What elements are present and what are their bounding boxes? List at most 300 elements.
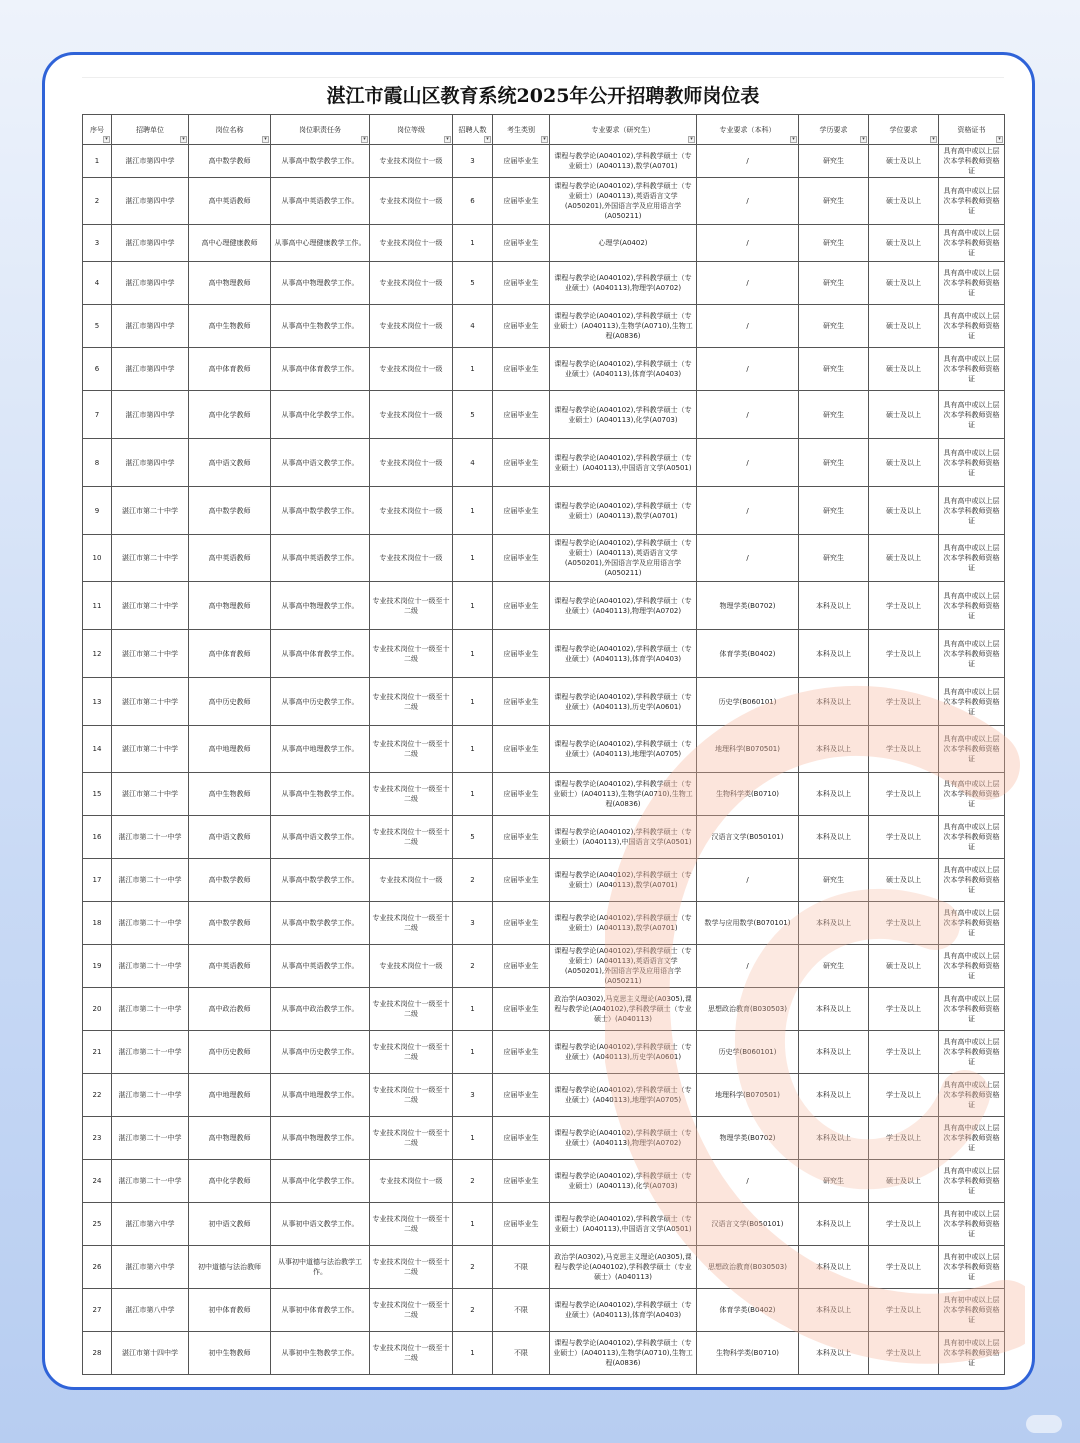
table-cell[interactable]: 从事高中历史教学工作。 (271, 678, 370, 726)
table-cell[interactable]: 应届毕业生 (493, 678, 550, 726)
table-cell[interactable]: 课程与教学论(A040102),学科教学硕士（专业硕士）(A040113),英语语言文学(A050201),外国语言学及应用语言学(A050211) (550, 535, 697, 582)
table-cell[interactable]: 高中化学教师 (189, 1160, 271, 1203)
table-cell[interactable]: 从事高中英语教学工作。 (271, 945, 370, 988)
table-cell[interactable]: 从事高中化学教学工作。 (271, 1160, 370, 1203)
table-cell[interactable]: 思想政治教育(B030503) (697, 1246, 799, 1289)
table-cell[interactable]: 12 (83, 630, 112, 678)
table-cell[interactable]: 2 (453, 1289, 493, 1332)
table-cell[interactable]: 24 (83, 1160, 112, 1203)
table-cell[interactable]: 湛江市第四中学 (112, 348, 189, 391)
table-cell[interactable]: 应届毕业生 (493, 535, 550, 582)
table-cell[interactable]: 湛江市第四中学 (112, 145, 189, 178)
table-cell[interactable]: 专业技术岗位十一级 (370, 945, 453, 988)
table-cell[interactable]: 15 (83, 773, 112, 816)
table-cell[interactable]: 初中道德与法治教师 (189, 1246, 271, 1289)
table-cell[interactable]: 初中生物教师 (189, 1332, 271, 1375)
table-cell[interactable]: 湛江市第二十中学 (112, 678, 189, 726)
table-cell[interactable]: 汉语言文学(B050101) (697, 816, 799, 859)
table-cell[interactable]: 5 (453, 391, 493, 439)
table-cell[interactable]: 研究生 (799, 348, 869, 391)
table-cell[interactable]: 14 (83, 726, 112, 773)
table-cell[interactable]: 具有高中或以上层次本学科教师资格证 (939, 726, 1005, 773)
table-cell[interactable]: 湛江市第六中学 (112, 1203, 189, 1246)
table-cell[interactable]: 课程与教学论(A040102),学科教学硕士（专业硕士）(A040113),数学(A0701) (550, 145, 697, 178)
filter-dropdown-icon[interactable]: ▾ (262, 136, 269, 143)
table-cell[interactable]: 从事高中数学教学工作。 (271, 487, 370, 535)
table-cell[interactable]: 研究生 (799, 145, 869, 178)
column-header[interactable] (370, 115, 453, 145)
table-cell[interactable]: 具有高中或以上层次本学科教师资格证 (939, 487, 1005, 535)
table-cell[interactable]: 从事高中化学教学工作。 (271, 391, 370, 439)
table-cell[interactable]: 具有高中或以上层次本学科教师资格证 (939, 678, 1005, 726)
table-cell[interactable]: 具有高中或以上层次本学科教师资格证 (939, 816, 1005, 859)
table-cell[interactable]: 3 (453, 902, 493, 945)
table-cell[interactable]: 应届毕业生 (493, 145, 550, 178)
table-cell[interactable]: 应届毕业生 (493, 1117, 550, 1160)
table-cell[interactable]: 学士及以上 (869, 816, 939, 859)
column-header[interactable] (112, 115, 189, 145)
table-cell[interactable]: 专业技术岗位十一级 (370, 859, 453, 902)
table-cell[interactable]: 5 (83, 305, 112, 348)
table-cell[interactable]: 学士及以上 (869, 1117, 939, 1160)
table-cell[interactable]: / (697, 145, 799, 178)
table-cell[interactable]: 初中体育教师 (189, 1289, 271, 1332)
table-cell[interactable]: 应届毕业生 (493, 773, 550, 816)
table-cell[interactable]: 专业技术岗位十一级 (370, 487, 453, 535)
table-cell[interactable]: 课程与教学论(A040102),学科教学硕士（专业硕士）(A040113),生物学(A0710),生物工程(A0836) (550, 773, 697, 816)
table-cell[interactable]: 专业技术岗位十一级至十二级 (370, 582, 453, 630)
table-cell[interactable]: 应届毕业生 (493, 816, 550, 859)
table-cell[interactable]: 具有高中或以上层次本学科教师资格证 (939, 145, 1005, 178)
column-header[interactable] (189, 115, 271, 145)
table-cell[interactable]: 1 (453, 348, 493, 391)
table-cell[interactable]: 具有初中或以上层次本学科教师资格证 (939, 1332, 1005, 1375)
table-cell[interactable]: 专业技术岗位十一级 (370, 178, 453, 225)
table-cell[interactable]: 研究生 (799, 945, 869, 988)
table-cell[interactable]: 湛江市第二十中学 (112, 535, 189, 582)
table-cell[interactable]: 19 (83, 945, 112, 988)
table-cell[interactable]: 学士及以上 (869, 1203, 939, 1246)
column-header[interactable] (697, 115, 799, 145)
table-cell[interactable]: 不限 (493, 1332, 550, 1375)
table-cell[interactable]: 生物科学类(B0710) (697, 773, 799, 816)
table-cell[interactable]: 具有高中或以上层次本学科教师资格证 (939, 225, 1005, 262)
table-cell[interactable]: 课程与教学论(A040102),学科教学硕士（专业硕士）(A040113),英语语言文学(A050201),外国语言学及应用语言学(A050211) (550, 178, 697, 225)
table-cell[interactable]: / (697, 262, 799, 305)
table-cell[interactable]: 专业技术岗位十一级至十二级 (370, 1117, 453, 1160)
table-cell[interactable]: 高中数学教师 (189, 145, 271, 178)
table-cell[interactable]: 硕士及以上 (869, 391, 939, 439)
table-cell[interactable]: 6 (83, 348, 112, 391)
table-cell[interactable]: 应届毕业生 (493, 988, 550, 1031)
table-cell[interactable]: 应届毕业生 (493, 1031, 550, 1074)
table-cell[interactable]: 高中生物教师 (189, 773, 271, 816)
table-cell[interactable]: 本科及以上 (799, 726, 869, 773)
table-cell[interactable]: 高中物理教师 (189, 1117, 271, 1160)
table-cell[interactable]: 研究生 (799, 859, 869, 902)
table-cell[interactable]: 湛江市第二十一中学 (112, 1074, 189, 1117)
table-cell[interactable]: 应届毕业生 (493, 391, 550, 439)
table-cell[interactable]: 研究生 (799, 1160, 869, 1203)
table-cell[interactable]: 专业技术岗位十一级 (370, 439, 453, 487)
table-cell[interactable]: 具有高中或以上层次本学科教师资格证 (939, 945, 1005, 988)
table-cell[interactable]: 专业技术岗位十一级 (370, 535, 453, 582)
table-cell[interactable]: 具有高中或以上层次本学科教师资格证 (939, 178, 1005, 225)
table-cell[interactable]: 本科及以上 (799, 1074, 869, 1117)
table-cell[interactable]: 本科及以上 (799, 582, 869, 630)
table-cell[interactable]: 26 (83, 1246, 112, 1289)
table-cell[interactable]: / (697, 178, 799, 225)
table-cell[interactable]: 高中地理教师 (189, 1074, 271, 1117)
table-cell[interactable]: 具有高中或以上层次本学科教师资格证 (939, 773, 1005, 816)
table-cell[interactable]: 从事初中语文教学工作。 (271, 1203, 370, 1246)
table-cell[interactable]: 1 (453, 726, 493, 773)
table-cell[interactable]: 硕士及以上 (869, 859, 939, 902)
table-cell[interactable]: 硕士及以上 (869, 487, 939, 535)
table-cell[interactable]: / (697, 439, 799, 487)
table-cell[interactable]: 专业技术岗位十一级 (370, 348, 453, 391)
table-cell[interactable]: 1 (453, 487, 493, 535)
table-cell[interactable]: 湛江市第四中学 (112, 225, 189, 262)
table-cell[interactable]: 专业技术岗位十一级至十二级 (370, 1203, 453, 1246)
table-cell[interactable]: 学士及以上 (869, 726, 939, 773)
table-cell[interactable]: 从事高中物理教学工作。 (271, 262, 370, 305)
column-header[interactable] (493, 115, 550, 145)
table-cell[interactable]: 9 (83, 487, 112, 535)
table-cell[interactable]: 专业技术岗位十一级至十二级 (370, 773, 453, 816)
filter-dropdown-icon[interactable]: ▾ (860, 136, 867, 143)
table-cell[interactable]: 18 (83, 902, 112, 945)
table-cell[interactable]: 高中数学教师 (189, 902, 271, 945)
table-cell[interactable]: 4 (453, 439, 493, 487)
table-cell[interactable]: 思想政治教育(B030503) (697, 988, 799, 1031)
table-cell[interactable]: 应届毕业生 (493, 225, 550, 262)
table-cell[interactable]: 从事高中语文教学工作。 (271, 816, 370, 859)
table-cell[interactable]: 从事高中体育教学工作。 (271, 348, 370, 391)
table-cell[interactable]: / (697, 535, 799, 582)
table-cell[interactable]: 专业技术岗位十一级 (370, 262, 453, 305)
table-cell[interactable]: / (697, 225, 799, 262)
table-cell[interactable]: 4 (453, 305, 493, 348)
filter-dropdown-icon[interactable]: ▾ (444, 136, 451, 143)
table-cell[interactable]: 本科及以上 (799, 1246, 869, 1289)
table-cell[interactable]: 2 (453, 859, 493, 902)
table-cell[interactable]: 本科及以上 (799, 1332, 869, 1375)
table-cell[interactable]: 应届毕业生 (493, 1160, 550, 1203)
table-cell[interactable]: 历史学(B060101) (697, 1031, 799, 1074)
table-cell[interactable]: 从事高中英语教学工作。 (271, 178, 370, 225)
table-cell[interactable]: 从事高中英语教学工作。 (271, 535, 370, 582)
table-cell[interactable]: 应届毕业生 (493, 945, 550, 988)
table-cell[interactable]: 课程与教学论(A040102),学科教学硕士（专业硕士）(A040113),中国语言文学(A0501) (550, 816, 697, 859)
table-cell[interactable]: 硕士及以上 (869, 535, 939, 582)
table-cell[interactable]: 专业技术岗位十一级至十二级 (370, 1031, 453, 1074)
table-cell[interactable]: 从事高中体育教学工作。 (271, 630, 370, 678)
table-cell[interactable]: 从事高中物理教学工作。 (271, 582, 370, 630)
table-cell[interactable]: 1 (453, 630, 493, 678)
table-cell[interactable]: 具有高中或以上层次本学科教师资格证 (939, 262, 1005, 305)
table-cell[interactable]: 湛江市第二十中学 (112, 630, 189, 678)
table-cell[interactable]: 应届毕业生 (493, 902, 550, 945)
filter-dropdown-icon[interactable]: ▾ (180, 136, 187, 143)
table-cell[interactable]: 湛江市第二十一中学 (112, 1031, 189, 1074)
table-cell[interactable]: 课程与教学论(A040102),学科教学硕士（专业硕士）(A040113),数学(A0701) (550, 487, 697, 535)
table-cell[interactable]: 学士及以上 (869, 678, 939, 726)
table-cell[interactable]: 研究生 (799, 439, 869, 487)
table-cell[interactable]: 具有高中或以上层次本学科教师资格证 (939, 535, 1005, 582)
table-cell[interactable]: 学士及以上 (869, 1031, 939, 1074)
table-cell[interactable]: 1 (453, 225, 493, 262)
table-cell[interactable]: 28 (83, 1332, 112, 1375)
table-cell[interactable]: 学士及以上 (869, 1289, 939, 1332)
table-cell[interactable]: / (697, 859, 799, 902)
table-cell[interactable]: 课程与教学论(A040102),学科教学硕士（专业硕士）(A040113),体育学(A0403) (550, 348, 697, 391)
table-cell[interactable]: 11 (83, 582, 112, 630)
table-cell[interactable]: 湛江市第六中学 (112, 1246, 189, 1289)
table-cell[interactable]: 不限 (493, 1289, 550, 1332)
table-cell[interactable]: 2 (83, 178, 112, 225)
table-cell[interactable]: 具有高中或以上层次本学科教师资格证 (939, 1074, 1005, 1117)
table-cell[interactable]: 专业技术岗位十一级至十二级 (370, 902, 453, 945)
table-cell[interactable]: 从事高中生物教学工作。 (271, 773, 370, 816)
table-cell[interactable]: 8 (83, 439, 112, 487)
table-cell[interactable]: 专业技术岗位十一级 (370, 391, 453, 439)
table-cell[interactable]: 具有高中或以上层次本学科教师资格证 (939, 305, 1005, 348)
table-cell[interactable]: 27 (83, 1289, 112, 1332)
table-cell[interactable]: 课程与教学论(A040102),学科教学硕士（专业硕士）(A040113),物理学(A0702) (550, 262, 697, 305)
table-cell[interactable]: 研究生 (799, 305, 869, 348)
table-cell[interactable]: 专业技术岗位十一级至十二级 (370, 1074, 453, 1117)
table-cell[interactable]: 3 (453, 145, 493, 178)
table-cell[interactable]: 具有初中或以上层次本学科教师资格证 (939, 1203, 1005, 1246)
table-cell[interactable]: 具有高中或以上层次本学科教师资格证 (939, 1117, 1005, 1160)
table-cell[interactable]: 5 (453, 816, 493, 859)
table-cell[interactable]: 研究生 (799, 487, 869, 535)
table-cell[interactable]: 课程与教学论(A040102),学科教学硕士（专业硕士）(A040113),数学(A0701) (550, 902, 697, 945)
table-cell[interactable]: 专业技术岗位十一级至十二级 (370, 630, 453, 678)
table-cell[interactable]: 课程与教学论(A040102),学科教学硕士（专业硕士）(A040113),物理学(A0702) (550, 1117, 697, 1160)
table-cell[interactable]: 学士及以上 (869, 630, 939, 678)
table-cell[interactable]: 本科及以上 (799, 773, 869, 816)
table-cell[interactable]: 从事高中地理教学工作。 (271, 726, 370, 773)
table-cell[interactable]: 从事高中心理健康教学工作。 (271, 225, 370, 262)
table-cell[interactable]: 研究生 (799, 391, 869, 439)
table-cell[interactable]: 课程与教学论(A040102),学科教学硕士（专业硕士）(A040113),体育学(A0403) (550, 1289, 697, 1332)
table-cell[interactable]: 1 (453, 535, 493, 582)
table-cell[interactable]: 从事高中地理教学工作。 (271, 1074, 370, 1117)
table-cell[interactable]: 湛江市第二十一中学 (112, 988, 189, 1031)
table-cell[interactable]: 高中历史教师 (189, 1031, 271, 1074)
table-cell[interactable]: 湛江市第二十中学 (112, 487, 189, 535)
filter-dropdown-icon[interactable]: ▾ (541, 136, 548, 143)
column-header[interactable] (869, 115, 939, 145)
table-cell[interactable]: / (697, 348, 799, 391)
column-header[interactable] (939, 115, 1005, 145)
table-cell[interactable]: 课程与教学论(A040102),学科教学硕士（专业硕士）(A040113),物理学(A0702) (550, 582, 697, 630)
table-cell[interactable]: 高中英语教师 (189, 535, 271, 582)
table-cell[interactable]: 从事高中数学教学工作。 (271, 902, 370, 945)
table-cell[interactable]: 本科及以上 (799, 1117, 869, 1160)
table-cell[interactable]: 具有初中或以上层次本学科教师资格证 (939, 1289, 1005, 1332)
table-cell[interactable]: 专业技术岗位十一级至十二级 (370, 1289, 453, 1332)
table-cell[interactable]: 22 (83, 1074, 112, 1117)
table-cell[interactable]: 1 (453, 1332, 493, 1375)
table-cell[interactable]: 1 (83, 145, 112, 178)
table-cell[interactable]: 1 (453, 582, 493, 630)
table-cell[interactable]: 高中心理健康教师 (189, 225, 271, 262)
table-cell[interactable]: 7 (83, 391, 112, 439)
table-cell[interactable]: 10 (83, 535, 112, 582)
column-header[interactable] (83, 115, 112, 145)
table-cell[interactable]: 从事初中体育教学工作。 (271, 1289, 370, 1332)
filter-dropdown-icon[interactable]: ▾ (361, 136, 368, 143)
table-cell[interactable]: 体育学类(B0402) (697, 1289, 799, 1332)
table-cell[interactable]: 不限 (493, 1246, 550, 1289)
table-cell[interactable]: 专业技术岗位十一级 (370, 1160, 453, 1203)
table-cell[interactable]: 课程与教学论(A040102),学科教学硕士（专业硕士）(A040113),地理学(A0705) (550, 726, 697, 773)
table-cell[interactable]: 湛江市第四中学 (112, 178, 189, 225)
table-cell[interactable]: 专业技术岗位十一级至十二级 (370, 1332, 453, 1375)
table-cell[interactable]: / (697, 487, 799, 535)
table-cell[interactable]: 硕士及以上 (869, 225, 939, 262)
table-cell[interactable]: 高中数学教师 (189, 487, 271, 535)
table-cell[interactable]: 学士及以上 (869, 1074, 939, 1117)
table-cell[interactable]: 地理科学(B070501) (697, 726, 799, 773)
table-cell[interactable]: 生物科学类(B0710) (697, 1332, 799, 1375)
column-header[interactable] (799, 115, 869, 145)
table-cell[interactable]: 从事高中数学教学工作。 (271, 859, 370, 902)
table-cell[interactable]: 1 (453, 773, 493, 816)
table-cell[interactable]: 5 (453, 262, 493, 305)
table-cell[interactable]: 政治学(A0302),马克思主义理论(A0305),课程与教学论(A040102),学科教学硕士（专业硕士）(A040113) (550, 988, 697, 1031)
table-cell[interactable]: 应届毕业生 (493, 582, 550, 630)
table-cell[interactable]: 研究生 (799, 225, 869, 262)
table-cell[interactable]: / (697, 945, 799, 988)
table-cell[interactable]: 课程与教学论(A040102),学科教学硕士（专业硕士）(A040113),化学(A0703) (550, 1160, 697, 1203)
table-cell[interactable]: 从事高中历史教学工作。 (271, 1031, 370, 1074)
table-cell[interactable]: 1 (453, 1031, 493, 1074)
table-cell[interactable]: 2 (453, 945, 493, 988)
table-cell[interactable]: 具有高中或以上层次本学科教师资格证 (939, 988, 1005, 1031)
table-cell[interactable]: 课程与教学论(A040102),学科教学硕士（专业硕士）(A040113),生物学(A0710),生物工程(A0836) (550, 1332, 697, 1375)
table-cell[interactable]: 具有高中或以上层次本学科教师资格证 (939, 391, 1005, 439)
table-cell[interactable]: 高中生物教师 (189, 305, 271, 348)
table-cell[interactable]: 应届毕业生 (493, 630, 550, 678)
table-cell[interactable]: 湛江市第二十中学 (112, 726, 189, 773)
table-cell[interactable]: 具有高中或以上层次本学科教师资格证 (939, 582, 1005, 630)
table-cell[interactable]: 具有高中或以上层次本学科教师资格证 (939, 348, 1005, 391)
table-cell[interactable]: 17 (83, 859, 112, 902)
table-cell[interactable]: 高中化学教师 (189, 391, 271, 439)
filter-dropdown-icon[interactable]: ▾ (103, 136, 110, 143)
table-cell[interactable]: 汉语言文学(B050101) (697, 1203, 799, 1246)
table-cell[interactable]: 高中地理教师 (189, 726, 271, 773)
table-cell[interactable]: 高中体育教师 (189, 630, 271, 678)
table-cell[interactable]: 高中英语教师 (189, 178, 271, 225)
table-cell[interactable]: 政治学(A0302),马克思主义理论(A0305),课程与教学论(A040102),学科教学硕士（专业硕士）(A040113) (550, 1246, 697, 1289)
column-header[interactable] (453, 115, 493, 145)
table-cell[interactable]: 20 (83, 988, 112, 1031)
table-cell[interactable]: 学士及以上 (869, 1246, 939, 1289)
filter-dropdown-icon[interactable]: ▾ (688, 136, 695, 143)
table-cell[interactable]: 具有高中或以上层次本学科教师资格证 (939, 439, 1005, 487)
table-cell[interactable]: 硕士及以上 (869, 945, 939, 988)
table-cell[interactable]: 3 (453, 1074, 493, 1117)
table-cell[interactable]: 课程与教学论(A040102),学科教学硕士（专业硕士）(A040113),化学(A0703) (550, 391, 697, 439)
table-cell[interactable]: 湛江市第二十一中学 (112, 902, 189, 945)
table-cell[interactable]: 本科及以上 (799, 630, 869, 678)
table-cell[interactable]: 课程与教学论(A040102),学科教学硕士（专业硕士）(A040113),数学(A0701) (550, 859, 697, 902)
table-cell[interactable]: 专业技术岗位十一级 (370, 305, 453, 348)
table-cell[interactable]: 湛江市第二十一中学 (112, 1160, 189, 1203)
table-cell[interactable]: 硕士及以上 (869, 262, 939, 305)
table-cell[interactable]: 应届毕业生 (493, 726, 550, 773)
table-cell[interactable]: 湛江市第二十中学 (112, 582, 189, 630)
column-header[interactable] (271, 115, 370, 145)
table-cell[interactable]: 学士及以上 (869, 1332, 939, 1375)
table-cell[interactable]: 硕士及以上 (869, 348, 939, 391)
table-cell[interactable]: 高中政治教师 (189, 988, 271, 1031)
table-cell[interactable]: 从事高中物理教学工作。 (271, 1117, 370, 1160)
table-cell[interactable]: 本科及以上 (799, 816, 869, 859)
table-cell[interactable]: 高中体育教师 (189, 348, 271, 391)
table-cell[interactable]: 研究生 (799, 178, 869, 225)
table-cell[interactable]: 1 (453, 1203, 493, 1246)
table-cell[interactable]: 具有高中或以上层次本学科教师资格证 (939, 859, 1005, 902)
table-cell[interactable]: 应届毕业生 (493, 262, 550, 305)
table-cell[interactable]: 课程与教学论(A040102),学科教学硕士（专业硕士）(A040113),英语语言文学(A050201),外国语言学及应用语言学(A050211) (550, 945, 697, 988)
table-cell[interactable]: 2 (453, 1246, 493, 1289)
table-cell[interactable]: 具有高中或以上层次本学科教师资格证 (939, 1160, 1005, 1203)
table-cell[interactable]: 21 (83, 1031, 112, 1074)
table-cell[interactable]: 本科及以上 (799, 1289, 869, 1332)
table-cell[interactable]: 25 (83, 1203, 112, 1246)
table-cell[interactable]: 从事高中政治教学工作。 (271, 988, 370, 1031)
table-cell[interactable]: 学士及以上 (869, 773, 939, 816)
table-cell[interactable]: 湛江市第十四中学 (112, 1332, 189, 1375)
table-cell[interactable]: / (697, 1160, 799, 1203)
table-cell[interactable]: 专业技术岗位十一级至十二级 (370, 1246, 453, 1289)
table-cell[interactable]: 16 (83, 816, 112, 859)
table-cell[interactable]: 湛江市第二十一中学 (112, 816, 189, 859)
table-cell[interactable]: 2 (453, 1160, 493, 1203)
table-cell[interactable]: 学士及以上 (869, 988, 939, 1031)
table-cell[interactable]: 硕士及以上 (869, 178, 939, 225)
table-cell[interactable]: 应届毕业生 (493, 305, 550, 348)
table-cell[interactable]: 应届毕业生 (493, 487, 550, 535)
table-cell[interactable]: 从事高中生物教学工作。 (271, 305, 370, 348)
table-cell[interactable]: 1 (453, 988, 493, 1031)
table-cell[interactable]: 初中语文教师 (189, 1203, 271, 1246)
table-cell[interactable]: 课程与教学论(A040102),学科教学硕士（专业硕士）(A040113),生物学(A0710),生物工程(A0836) (550, 305, 697, 348)
table-cell[interactable]: 课程与教学论(A040102),学科教学硕士（专业硕士）(A040113),历史学(A0601) (550, 678, 697, 726)
filter-dropdown-icon[interactable]: ▾ (484, 136, 491, 143)
table-cell[interactable]: 课程与教学论(A040102),学科教学硕士（专业硕士）(A040113),中国语言文学(A0501) (550, 439, 697, 487)
table-cell[interactable]: 应届毕业生 (493, 439, 550, 487)
table-cell[interactable]: 学士及以上 (869, 902, 939, 945)
table-cell[interactable]: 研究生 (799, 535, 869, 582)
table-cell[interactable]: 6 (453, 178, 493, 225)
table-cell[interactable]: 4 (83, 262, 112, 305)
table-cell[interactable]: 专业技术岗位十一级 (370, 225, 453, 262)
table-cell[interactable]: 1 (453, 678, 493, 726)
table-cell[interactable]: 学士及以上 (869, 582, 939, 630)
table-cell[interactable]: 专业技术岗位十一级 (370, 145, 453, 178)
table-cell[interactable]: 高中语文教师 (189, 439, 271, 487)
table-cell[interactable]: 课程与教学论(A040102),学科教学硕士（专业硕士）(A040113),地理学(A0705) (550, 1074, 697, 1117)
table-cell[interactable]: 高中语文教师 (189, 816, 271, 859)
filter-dropdown-icon[interactable]: ▾ (996, 136, 1003, 143)
